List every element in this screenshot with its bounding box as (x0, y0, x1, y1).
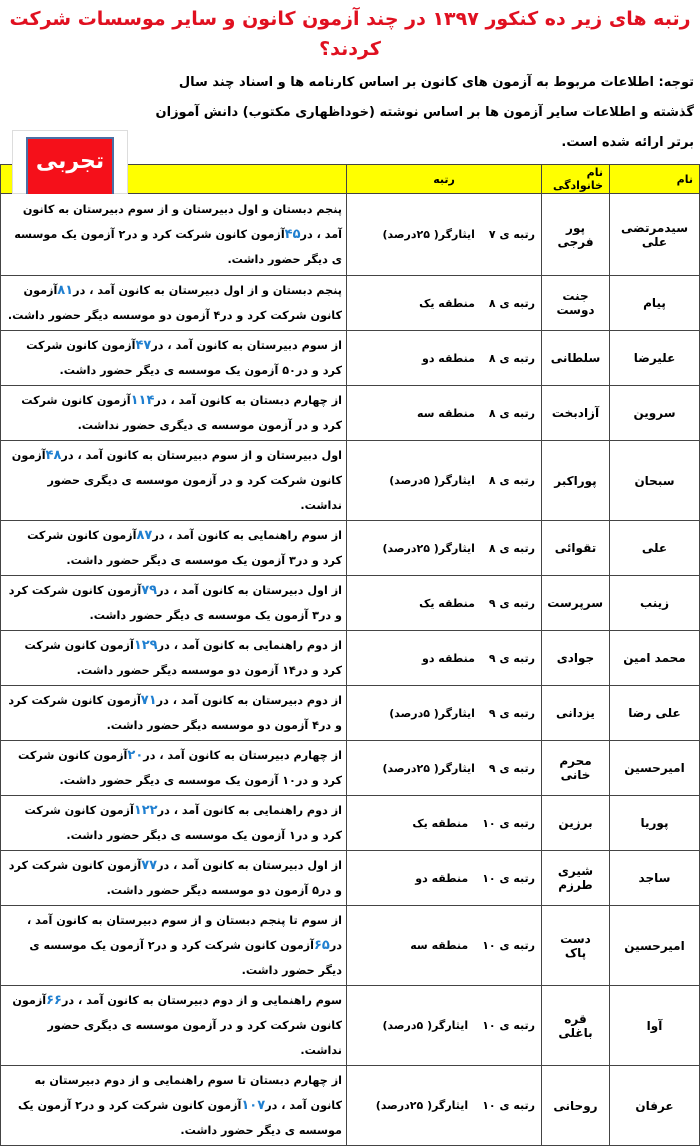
student-family-name: آزادبخت (542, 386, 610, 441)
quota-value: منطقه دو (421, 351, 475, 365)
description-start: از چهارم دبستان به کانون آمد ، در (154, 394, 342, 407)
student-name: سروین (610, 386, 700, 441)
table-row (1, 441, 700, 521)
rank-value: رتبه ی ۸ (488, 351, 535, 365)
student-family-name: یزدانی (542, 686, 610, 741)
header-name: نام (610, 165, 700, 194)
history-description (1, 796, 347, 851)
history-description (1, 741, 347, 796)
history-description (1, 194, 347, 276)
description-end: آزمون کانون شرکت کرد و در۲ آزمون یک موسسه ی دیگر حضور داشت. (17, 1099, 342, 1137)
quota-value: ایثارگر( ۲۵درصد) (382, 761, 475, 775)
description-end: آزمون کانون شرکت کرد و در۱۴ آزمون دو موسسه دیگر حضور داشت. (24, 639, 342, 677)
history-description (1, 851, 347, 906)
history-description (1, 331, 347, 386)
description-end: آزمون کانون شرکت کرد و در۵ آزمون دو موسسه دیگر حضور داشت. (8, 859, 342, 897)
description-end: آزمون کانون شرکت کرد و در۳ آزمون یک موسسه ی دیگر حضور داشت. (27, 529, 342, 567)
rank-cell (347, 851, 542, 906)
student-name: محمد امین (610, 631, 700, 686)
student-family-name: سرپرست (542, 576, 610, 631)
description-start: از اول دبیرستان به کانون آمد ، در (157, 859, 342, 872)
rank-cell (347, 906, 542, 986)
table-row (1, 686, 700, 741)
student-family-name: قره باغلی (542, 986, 610, 1066)
description-end: آزمون کانون شرکت کرد و در آزمون موسسه ی دیگری حضور نداشت. (11, 449, 342, 512)
description-start: پنجم دبستان و از اول دبیرستان به کانون آمد ، در (73, 284, 342, 297)
description-end: آزمون کانون شرکت کرد و در۱ آزمون یک موسسه ی دیگر حضور داشت. (24, 804, 342, 842)
quota-value: ایثارگر( ۵درصد) (382, 1019, 469, 1032)
student-name: زینب (610, 576, 700, 631)
rank-cell (347, 276, 542, 331)
table-row (1, 194, 700, 276)
description-end: آزمون کانون شرکت کرد و در آزمون موسسه ی دیگری حضور نداشت. (21, 394, 342, 432)
rank-cell (347, 576, 542, 631)
rank-value: رتبه ی ۹ (488, 596, 535, 610)
description-end: آزمون کانون شرکت کرد و در۲ آزمون یک موسسه ی دیگر حضور داشت. (29, 939, 342, 977)
description-start: سوم راهنمایی و از دوم دبیرستان به کانون آمد ، در (61, 994, 342, 1007)
history-description (1, 441, 347, 521)
exam-count: ۴۸ (45, 448, 62, 463)
description-end: آزمون کانون شرکت کرد و در آزمون موسسه ی دیگری حضور نداشت. (12, 994, 342, 1057)
exam-count: ۶۶ (46, 993, 62, 1008)
student-family-name: دست پاک (542, 906, 610, 986)
student-family-name: جنت دوست (542, 276, 610, 331)
rank-cell (347, 521, 542, 576)
table-row (1, 741, 700, 796)
quota-value: منطقه سه (416, 406, 475, 420)
student-name: پیام (610, 276, 700, 331)
quota-value: منطقه یک (419, 596, 475, 610)
student-family-name: پور فرجی (542, 194, 610, 276)
student-family-name: جوادی (542, 631, 610, 686)
history-description (1, 686, 347, 741)
student-family-name: شیری طرزم (542, 851, 610, 906)
exam-count: ۸۷ (136, 528, 153, 543)
history-description (1, 276, 347, 331)
note-paragraph: توجه: اطلاعات مربوط به آزمون های کانون بر اساس کارنامه ها و اسناد چند سال گذشته و اطلاعات سایر آزمون ها بر اساس نوشته (خوداظهاری مکتوب) دانش آموزان برتر ارائه شده است. (155, 75, 694, 150)
student-family-name: محرم خانی (542, 741, 610, 796)
rank-value: رتبه ی ۱۰ (482, 939, 535, 952)
student-name: ساجد (610, 851, 700, 906)
table-row (1, 521, 700, 576)
student-family-name: سلطانی (542, 331, 610, 386)
rank-cell (347, 686, 542, 741)
description-end: آزمون کانون شرکت کرد و در۱۰ آزمون یک موسسه ی دیگر حضور داشت. (18, 749, 342, 787)
rank-cell (347, 1066, 542, 1146)
rank-cell (347, 331, 542, 386)
rank-cell (347, 441, 542, 521)
quota-value: منطقه یک (419, 296, 475, 310)
student-name: عرفان (610, 1066, 700, 1146)
history-description (1, 521, 347, 576)
rank-cell (347, 741, 542, 796)
quota-value: منطقه دو (421, 651, 475, 665)
table-row (1, 986, 700, 1066)
exam-count: ۴۷ (135, 338, 152, 353)
table-row (1, 276, 700, 331)
quota-value: ایثارگر( ۲۵درصد) (382, 228, 475, 241)
description-end: آزمون کانون شرکت کرد و در۴ آزمون دو موسسه دیگر حضور داشت. (8, 694, 342, 732)
exam-count: ۸۱ (57, 283, 74, 298)
description-end: آزمون کانون شرکت کرد و در۳ آزمون یک موسسه ی دیگر حضور داشت. (8, 584, 342, 622)
category-badge: تجربی (26, 137, 114, 194)
table-row (1, 1066, 700, 1146)
exam-count: ۴۵ (284, 227, 301, 242)
rank-value: رتبه ی ۸ (488, 541, 535, 555)
description-end: آزمون کانون شرکت کرد و در۲ آزمون یک موسسه ی دیگر حضور داشت. (14, 228, 342, 266)
table-row (1, 906, 700, 986)
student-family-name: برزین (542, 796, 610, 851)
student-name: علی (610, 521, 700, 576)
student-name: امیرحسین (610, 906, 700, 986)
exam-count: ۲۰ (127, 748, 144, 763)
description-start: از سوم راهنمایی به کانون آمد ، در (152, 529, 342, 542)
history-description (1, 986, 347, 1066)
header-rank: رتبه (347, 165, 542, 194)
description-start: از چهارم دبستان تا سوم راهنمایی و از دوم دبیرستان به کانون آمد ، در (34, 1074, 342, 1112)
table-row (1, 631, 700, 686)
rank-value: رتبه ی ۹ (488, 761, 535, 775)
description-start: از دوم راهنمایی به کانون آمد ، در (157, 639, 342, 652)
student-name: علیرضا (610, 331, 700, 386)
quota-value: ایثارگر( ۵درصد) (389, 474, 475, 487)
rank-cell (347, 631, 542, 686)
exam-count: ۱۱۴ (130, 393, 155, 408)
header-family: نام خانوادگی (542, 165, 610, 194)
table-row (1, 576, 700, 631)
exam-count: ۶۵ (313, 938, 330, 953)
table-container (0, 149, 700, 1146)
history-description (1, 386, 347, 441)
quota-value: ایثارگر( ۲۵درصد) (375, 1099, 469, 1112)
table-row (1, 851, 700, 906)
rank-value: رتبه ی ۷ (488, 228, 535, 241)
rank-cell (347, 986, 542, 1066)
rank-value: رتبه ی ۸ (488, 474, 535, 487)
description-start: از دوم راهنمایی به کانون آمد ، در (157, 804, 342, 817)
student-name: علی رضا (610, 686, 700, 741)
student-name: امیرحسین (610, 741, 700, 796)
student-name: سیدمرتضی علی (610, 194, 700, 276)
rank-value: رتبه ی ۸ (488, 406, 535, 420)
rank-value: رتبه ی ۱۰ (482, 1099, 535, 1112)
quota-value: منطقه یک (412, 816, 469, 830)
description-start: از دوم دبیرستان به کانون آمد ، در (156, 694, 342, 707)
rank-cell (347, 796, 542, 851)
rank-value: رتبه ی ۱۰ (482, 816, 535, 830)
exam-count: ۷۹ (141, 583, 158, 598)
rank-value: رتبه ی ۸ (488, 296, 535, 310)
exam-count: ۱۰۷ (241, 1098, 266, 1113)
student-family-name: تقوائی (542, 521, 610, 576)
rankings-table (0, 164, 700, 1146)
table-row (1, 796, 700, 851)
history-description (1, 631, 347, 686)
student-family-name: پوراکبر (542, 441, 610, 521)
rank-cell (347, 194, 542, 276)
exam-count: ۷۷ (141, 858, 158, 873)
description-start: پنجم دبستان و اول دبیرستان و از سوم دبیرستان به کانون آمد ، در (22, 203, 342, 241)
rank-value: رتبه ی ۹ (488, 651, 535, 665)
description-start: از سوم دبیرستان به کانون آمد ، در (151, 339, 342, 352)
page-title: رتبه های زیر ده کنکور ۱۳۹۷ در چند آزمون کانون و سایر موسسات شرکت کردند؟ (9, 8, 691, 60)
student-name: آوا (610, 986, 700, 1066)
student-family-name: روحانی (542, 1066, 610, 1146)
description-start: از چهارم دبیرستان به کانون آمد ، در (143, 749, 342, 762)
exam-count: ۱۲۹ (133, 638, 158, 653)
rank-value: رتبه ی ۱۰ (482, 871, 535, 885)
rank-cell (347, 386, 542, 441)
table-row (1, 386, 700, 441)
history-description (1, 576, 347, 631)
history-description (1, 1066, 347, 1146)
exam-count: ۱۲۲ (133, 803, 158, 818)
quota-value: منطقه دو (415, 871, 469, 885)
history-description (1, 906, 347, 986)
rank-value: رتبه ی ۹ (488, 706, 535, 720)
description-start: از اول دبیرستان به کانون آمد ، در (157, 584, 342, 597)
quota-value: ایثارگر( ۵درصد) (389, 706, 475, 720)
quota-value: منطقه سه (410, 939, 469, 952)
description-start: از سوم تا پنجم دبستان و از سوم دبیرستان به کانون آمد ، در (26, 914, 342, 952)
rank-value: رتبه ی ۱۰ (482, 1019, 535, 1032)
student-name: پوریا (610, 796, 700, 851)
student-name: سبحان (610, 441, 700, 521)
description-start: اول دبیرستان و از سوم دبیرستان به کانون آمد ، در (61, 449, 342, 462)
description-end: آزمون کانون شرکت کرد و در۴ آزمون دو موسسه دیگر حضور داشت. (7, 284, 342, 322)
exam-count: ۷۱ (140, 693, 157, 708)
description-end: آزمون کانون شرکت کرد و در۵۰ آزمون یک موسسه ی دیگر حضور داشت. (26, 339, 342, 377)
quota-value: ایثارگر( ۲۵درصد) (382, 541, 475, 555)
table-row (1, 331, 700, 386)
